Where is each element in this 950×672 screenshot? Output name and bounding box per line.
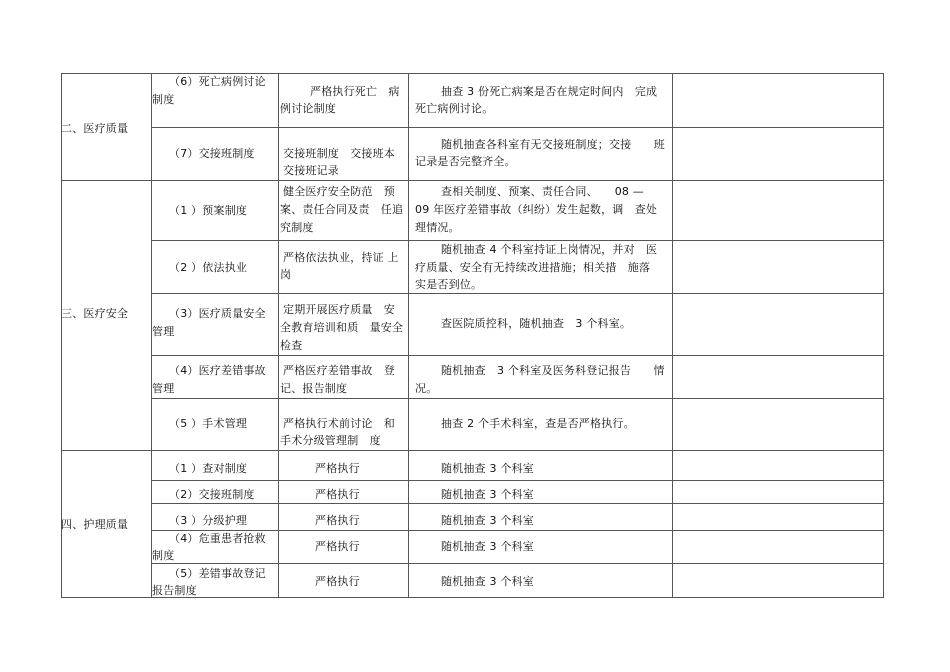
standard-cell: 究制度 (280, 221, 314, 234)
standard-cell: 全教育培训和质 量安全 (280, 321, 404, 334)
item-cell: （1 ）预案制度 (169, 204, 248, 217)
row-divider (151, 127, 883, 128)
standard-cell: 严格执行 (315, 514, 360, 527)
standard-cell: 严格依法执业，持证 上 (283, 251, 399, 264)
method-cell: 随机抽查 3 个科室及医务科登记报告 情 (441, 364, 665, 377)
row-divider (151, 563, 883, 564)
standard-cell: 严格执行 (315, 540, 360, 553)
standard-cell: 案、责任合同及责 任追 (280, 203, 404, 216)
row-divider (151, 240, 883, 241)
method-cell: 死亡病例讨论。 (415, 102, 494, 115)
table-border-right (883, 73, 884, 598)
method-cell: 随机抽查 4 个科室持证上岗情况，并对 医 (441, 243, 658, 256)
method-cell: 疗质量、安全有无持续改进措施；相关措 施落 (415, 261, 651, 274)
category-divider (61, 180, 883, 181)
method-cell: 抽查 2 个手术科室，查是否严格执行。 (441, 417, 635, 430)
standard-cell: 严格执行死亡 病 (310, 85, 400, 98)
row-divider (151, 293, 883, 294)
method-cell: 记录是否完整齐全。 (415, 155, 516, 168)
item-cell: 制度 (152, 93, 175, 106)
category-nursing-quality: 四、护理质量 (61, 518, 129, 531)
row-divider (151, 503, 883, 504)
item-cell: （1 ）查对制度 (169, 462, 248, 475)
row-divider (151, 355, 883, 356)
method-cell: 随机抽查 3 个科室 (441, 514, 534, 527)
row-divider (151, 398, 883, 399)
method-cell: 随机抽查 3 个科室 (441, 462, 534, 475)
standard-cell: 严格执行 (315, 575, 360, 588)
method-cell: 随机抽查 3 个科室 (441, 488, 534, 501)
item-cell: （2）交接班制度 (169, 488, 255, 501)
item-cell: （7）交接班制度 (169, 147, 255, 160)
standard-cell: 严格执行 (315, 488, 360, 501)
standard-cell: 健全医疗安全防范 预 (283, 185, 395, 198)
method-cell: 随机抽查各科室有无交接班制度；交接 班 (441, 138, 665, 151)
item-cell: 管理 (152, 325, 175, 338)
standard-cell: 交接班记录 (283, 164, 339, 177)
item-cell: （3）医疗质量安全 (169, 307, 266, 320)
standard-cell: 严格医疗差错事故 登 (283, 364, 395, 377)
standard-cell: 交接班制度 交接班本 (283, 147, 395, 160)
method-cell: 实是否到位。 (415, 278, 483, 291)
method-cell: 理情况。 (415, 221, 460, 234)
standard-cell: 定期开展医疗质量 安 (283, 303, 395, 316)
column-divider (672, 73, 673, 598)
item-cell: （4）危重患者抢救 (169, 532, 266, 545)
standard-cell: 严格执行术前讨论 和 (283, 417, 395, 430)
item-cell: （5）差错事故登记 (169, 567, 266, 580)
column-divider (278, 73, 279, 598)
standard-cell: 严格执行 (315, 462, 360, 475)
standard-cell: 岗 (280, 268, 292, 281)
category-divider (61, 450, 883, 451)
item-cell: （3 ）分级护理 (169, 514, 248, 527)
category-medical-safety: 三、医疗安全 (61, 307, 129, 320)
item-cell: （2 ）依法执业 (169, 261, 248, 274)
method-cell: 查医院质控科，随机抽查 3 个科室。 (441, 317, 632, 330)
item-cell: （5 ）手术管理 (169, 417, 248, 430)
standard-cell: 记、报告制度 (280, 382, 348, 395)
item-cell: 报告制度 (152, 584, 197, 597)
item-cell: 制度 (152, 549, 175, 562)
column-divider (408, 73, 409, 598)
item-cell: （4）医疗差错事故 (169, 364, 266, 377)
method-cell: 09 年医疗差错事故（纠纷）发生起数，调 查处 (415, 203, 658, 216)
method-cell: 况。 (415, 382, 438, 395)
item-cell: （6）死亡病例讨论 (169, 75, 266, 88)
method-cell: 抽查 3 份死亡病案是否在规定时间内 完成 (441, 85, 658, 98)
method-cell: 随机抽查 3 个科室 (441, 575, 534, 588)
method-cell: 随机抽查 3 个科室 (441, 540, 534, 553)
row-divider (151, 480, 883, 481)
category-medical-quality: 二、医疗质量 (61, 122, 129, 135)
standard-cell: 检查 (280, 339, 303, 352)
method-cell: 查相关制度、预案、责任合同、 08 — (441, 185, 644, 198)
standard-cell: 例讨论制度 (280, 102, 336, 115)
item-cell: 管理 (152, 382, 175, 395)
standard-cell: 手术分级管理制 度 (280, 434, 381, 447)
